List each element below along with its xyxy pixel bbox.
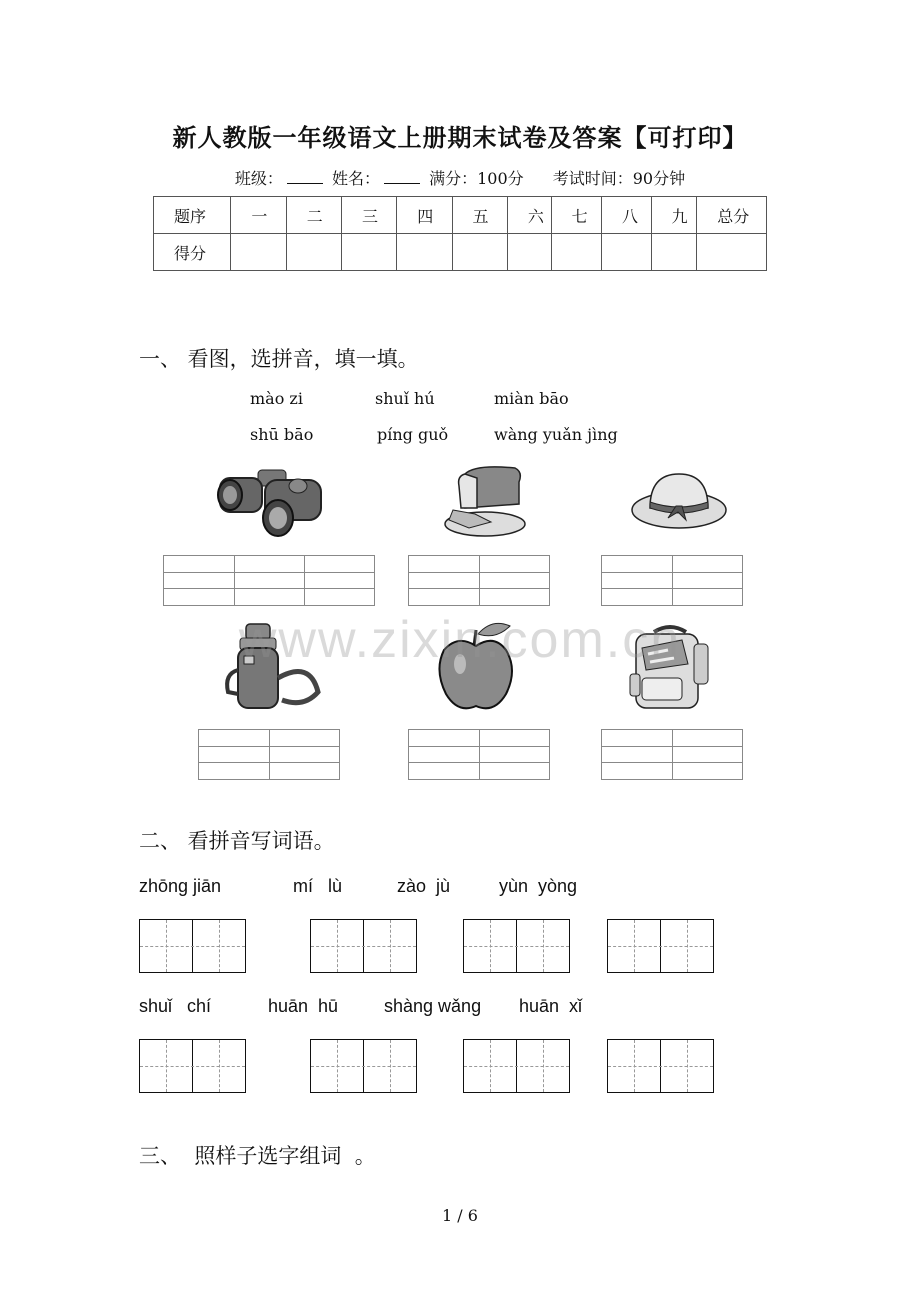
answer-lines[interactable] bbox=[163, 555, 375, 606]
exam-info bbox=[0, 166, 920, 189]
pinyin-word: huān xǐ bbox=[519, 996, 583, 1016]
tianzige-box[interactable] bbox=[607, 919, 714, 973]
pinyin-word: shàng wǎng bbox=[384, 996, 482, 1016]
score-table-row bbox=[154, 234, 767, 271]
score-table bbox=[153, 196, 767, 271]
section2-heading: 二、 看拼音写词语。 bbox=[139, 829, 335, 853]
pinyin-option: wàng yuǎn jìng bbox=[494, 425, 618, 444]
watermark: www.zixin.com.cn bbox=[238, 611, 682, 669]
row-label: 得分 bbox=[154, 234, 231, 271]
score-cell[interactable] bbox=[507, 234, 551, 271]
tianzige-box[interactable] bbox=[139, 1039, 246, 1093]
binoculars-icon bbox=[210, 460, 330, 545]
header-cell: 二 bbox=[286, 197, 341, 234]
pinyin-option: mào zi bbox=[250, 389, 303, 408]
name-blank bbox=[384, 169, 420, 184]
tianzige-box[interactable] bbox=[310, 1039, 417, 1093]
answer-lines[interactable] bbox=[601, 555, 743, 606]
pinyin-option: shuǐ hú bbox=[375, 389, 435, 408]
pinyin-option: miàn bāo bbox=[494, 389, 569, 408]
answer-lines[interactable] bbox=[408, 555, 550, 606]
tianzige-box[interactable] bbox=[310, 919, 417, 973]
class-blank bbox=[287, 169, 323, 184]
answer-lines[interactable] bbox=[198, 729, 340, 780]
header-cell: 一 bbox=[231, 197, 286, 234]
document-title: 新人教版一年级语文上册期末试卷及答案【可打印】 bbox=[172, 123, 748, 152]
score-cell[interactable] bbox=[286, 234, 341, 271]
hat-icon bbox=[628, 468, 730, 534]
header-cell: 四 bbox=[397, 197, 452, 234]
pinyin-word: yùn yòng bbox=[499, 876, 578, 896]
tianzige-box[interactable] bbox=[463, 919, 570, 973]
score-cell[interactable] bbox=[231, 234, 286, 271]
tianzige-box[interactable] bbox=[139, 919, 246, 973]
page-number: 1 / 6 bbox=[442, 1206, 478, 1225]
header-cell: 总分 bbox=[697, 197, 767, 234]
class-label: 班级： bbox=[234, 169, 283, 188]
score-cell[interactable] bbox=[551, 234, 601, 271]
pinyin-option: shū bāo bbox=[250, 425, 314, 444]
score-table-header bbox=[154, 197, 767, 234]
pinyin-word: zào jù bbox=[397, 876, 451, 896]
score-cell[interactable] bbox=[602, 234, 652, 271]
score-cell[interactable] bbox=[651, 234, 697, 271]
section1-heading: 一、 看图，选拼音，填一填。 bbox=[139, 347, 419, 371]
pinyin-word: mí lù bbox=[293, 876, 343, 896]
score-cell[interactable] bbox=[452, 234, 507, 271]
header-cell: 九 bbox=[651, 197, 697, 234]
tianzige-box[interactable] bbox=[463, 1039, 570, 1093]
header-cell: 六 bbox=[507, 197, 551, 234]
header-cell: 五 bbox=[452, 197, 507, 234]
pinyin-word: zhōng jiān bbox=[139, 876, 222, 896]
score-cell[interactable] bbox=[341, 234, 396, 271]
tianzige-box[interactable] bbox=[607, 1039, 714, 1093]
answer-lines[interactable] bbox=[601, 729, 743, 780]
header-cell: 八 bbox=[602, 197, 652, 234]
score-cell[interactable] bbox=[697, 234, 767, 271]
header-cell: 七 bbox=[551, 197, 601, 234]
header-cell: 三 bbox=[341, 197, 396, 234]
name-label: 姓名： bbox=[331, 169, 380, 188]
section3-heading: 三、 照样子选字组词 。 bbox=[139, 1144, 376, 1168]
pinyin-option: píng guǒ bbox=[377, 425, 449, 444]
header-cell: 题序 bbox=[154, 197, 231, 234]
pinyin-word: huān hū bbox=[268, 996, 339, 1016]
bread-icon bbox=[435, 462, 535, 542]
answer-lines[interactable] bbox=[408, 729, 550, 780]
score-cell[interactable] bbox=[397, 234, 452, 271]
pinyin-word: shuǐ chí bbox=[139, 996, 212, 1016]
full-score: 满分：100分 bbox=[429, 169, 524, 188]
exam-time: 考试时间：90分钟 bbox=[552, 169, 686, 188]
